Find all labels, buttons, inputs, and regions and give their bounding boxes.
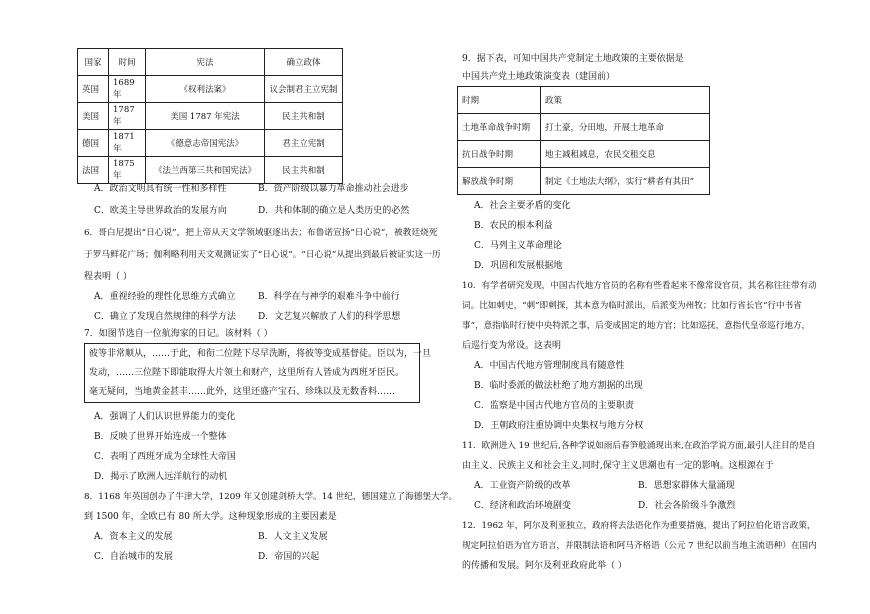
q6-option-d: D．文艺复兴解放了人们的科学思想 — [258, 312, 401, 322]
table-cell: 民主共和制 — [265, 103, 343, 130]
q7-stem: 7．如图节选自一位航海家的日记。该材料（ ） — [84, 329, 273, 339]
q8-option-b: B．人文主义发展 — [258, 532, 328, 542]
q9-option-c: C．马列主义革命理论 — [474, 241, 562, 251]
q10-option-d: D．王朝政府注重协调中央集权与地方分权 — [474, 421, 644, 431]
q10-stem-line2: 词。比如刺史，“刺”即刺探，其本意为临时派出，后派变为州牧；比如行省长官“行中书省 — [462, 301, 802, 311]
table-cell: 《德意志帝国宪法》 — [146, 130, 265, 157]
table-header-row — [458, 87, 710, 114]
table-header-cell: 确立政体 — [265, 49, 343, 76]
q7-option-a: A．强调了人们认识世界能力的变化 — [94, 412, 236, 422]
q11-option-a: A．工业资产阶级的改革 — [474, 481, 571, 491]
table-row — [78, 157, 343, 184]
constitution-table — [77, 48, 343, 184]
q8-stem-line1: 8．1168 年英国创办了牛津大学，1209 年又创建剑桥大学。14 世纪，德国建立了海德堡大学。 — [84, 492, 458, 502]
table-header-cell: 时间 — [109, 49, 146, 76]
q10-option-a: A．中国古代地方管理制度具有随意性 — [474, 361, 625, 371]
table-cell: 1787 年 — [109, 103, 146, 130]
q10-option-b: B．临时委派的做法杜绝了地方割据的出现 — [474, 381, 643, 391]
q9-option-a: A．社会主要矛盾的变化 — [474, 201, 571, 211]
table-header-cell: 政策 — [541, 87, 710, 114]
q11-stem-line1: 11．欧洲进入 19 世纪后,各种学说如雨后春笋般涌现出来,在政治学说方面,最引人注目的是自 — [462, 441, 816, 451]
table-cell: 1689 年 — [109, 76, 146, 103]
q6-stem-line2: 于罗马鲜花广场；伽利略利用天文观测证实了“日心说”。“日心说”从提出到最后被证实这一历 — [84, 250, 441, 260]
table-row — [78, 130, 343, 157]
q7-quote-box — [84, 343, 432, 403]
q6-stem-line1: 6．哥白尼提出“日心说”，把上帝从天文学领域驱逐出去；布鲁诺宣扬“日心说”，被教廷烧死 — [84, 228, 438, 238]
table-cell: 英国 — [78, 76, 109, 103]
q7-quote-line2: 发动，……三位陛下即能取得大片领土和财产，这里所有人皆成为西班牙臣民。 — [89, 368, 405, 378]
q6-option-b: B．科学在与神学的艰难斗争中前行 — [258, 292, 400, 302]
q7-option-b: B．反映了世界开始连成一个整体 — [94, 432, 227, 442]
q6-option-c: C．确立了发现自然规律的科学方法 — [94, 312, 236, 322]
table-cell: 议会制君主立宪制 — [265, 76, 343, 103]
q10-option-c: C．监察是中国古代地方官员的主要职责 — [474, 401, 634, 411]
q8-option-c: C．自治城市的发展 — [94, 552, 173, 562]
q6-stem-line3: 程表明（ ） — [84, 272, 132, 282]
q10-stem-line1: 10．有学者研究发现，中国古代地方官员的名称有些看起来不像常设官员，其名称往往带有动 — [462, 281, 817, 291]
q10-stem-line3: 事”，意指临时行使中央特派之事，后变成固定的地方官；比如巡抚，意指代皇帝巡行地方， — [462, 321, 811, 331]
q11-stem-line2: 由主义、民族主义和社会主义,同时,保守主义思潮也有一定的影响。这根源在于 — [462, 461, 774, 471]
table-cell: 美国 1787 年宪法 — [146, 103, 265, 130]
table-cell: 制定《土地法大纲》，实行“耕者有其田” — [541, 168, 710, 195]
q12-stem-line3: 的传播和发展。阿尔及利亚政府此举（ ） — [462, 561, 627, 571]
q5-option-b: B．资产阶级以暴力革命推动社会进步 — [258, 184, 409, 194]
q7-quote-line1: 彼等非常顺从，……于此，和衔二位陛下尽早洗断，将彼等变成基督徒。臣以为，一旦 — [89, 349, 432, 359]
q8-stem-line2: 到 1500 年，全欧已有 80 所大学。这种现象形成的主要因素是 — [84, 512, 337, 522]
table-cell: 1871 年 — [109, 130, 146, 157]
table-row — [458, 168, 710, 195]
table-cell: 法国 — [78, 157, 109, 184]
table-row — [458, 141, 710, 168]
table-cell: 解放战争时期 — [458, 168, 541, 195]
q9-stem: 9．据下表，可知中国共产党制定土地政策的主要依据是 — [462, 54, 684, 64]
q8-option-d: D．帝国的兴起 — [258, 552, 320, 562]
q7-option-d: D．揭示了欧洲人远洋航行的动机 — [94, 472, 228, 482]
q11-option-c: C．经济和政治环境剧变 — [474, 501, 571, 511]
q5-option-d: D．共和体制的确立是人类历史的必然 — [258, 206, 410, 216]
table-cell: 民主共和制 — [265, 157, 343, 184]
q8-option-a: A．资本主义的发展 — [94, 532, 173, 542]
table-cell: 《权利法案》 — [146, 76, 265, 103]
q9-option-b: B．农民的根本利益 — [474, 221, 553, 231]
table-header-cell: 宪法 — [146, 49, 265, 76]
q7-quote-line3: 毫无疑问，当地黄金甚丰……此外，这里还盛产宝石、珍珠以及无数香料…… — [89, 387, 396, 397]
table-header-cell: 国家 — [78, 49, 109, 76]
table-cell: 土地革命战争时期 — [458, 114, 541, 141]
table-cell: 《法兰西第三共和国宪法》 — [146, 157, 265, 184]
table-cell: 地主减租减息，农民交租交息 — [541, 141, 710, 168]
q12-stem-line2: 规定阿拉伯语为官方语言，并限制法语和阿马齐格语（公元 7 世纪以前当地主流语种）在国内 — [462, 541, 817, 551]
table-cell: 1875 年 — [109, 157, 146, 184]
table-cell: 打土豪，分田地，开展土地革命 — [541, 114, 710, 141]
q9-table-caption: 中国共产党土地政策演变表（建国前） — [462, 72, 616, 82]
table-header-cell: 时期 — [458, 87, 541, 114]
table-cell: 君主立宪制 — [265, 130, 343, 157]
q10-stem-line4: 后巡行变为常设。这表明 — [462, 341, 562, 351]
table-cell: 抗日战争时期 — [458, 141, 541, 168]
table-cell: 德国 — [78, 130, 109, 157]
q11-option-b: B．思想家群体大量涌现 — [638, 481, 735, 491]
q6-option-a: A．重视经验的理性化思维方式确立 — [94, 292, 236, 302]
q12-stem-line1: 12．1962 年，阿尔及利亚独立，政府将去法语化作为重要措施，提出了阿拉伯化语言政策， — [462, 521, 816, 531]
q7-option-c: C．表明了西班牙成为全球性大帝国 — [94, 452, 236, 462]
table-row — [458, 114, 710, 141]
q5-option-c: C．欧美主导世界政治的发展方向 — [94, 206, 227, 216]
table-cell: 美国 — [78, 103, 109, 130]
table-header-row — [78, 49, 343, 76]
q5-option-a: A．政治文明具有统一性和多样性 — [94, 184, 227, 194]
land-policy-table — [457, 86, 710, 195]
q11-option-d: D．社会各阶级斗争激烈 — [638, 501, 736, 511]
q9-option-d: D．巩固和发展根据地 — [474, 261, 563, 271]
table-row — [78, 103, 343, 130]
table-row — [78, 76, 343, 103]
